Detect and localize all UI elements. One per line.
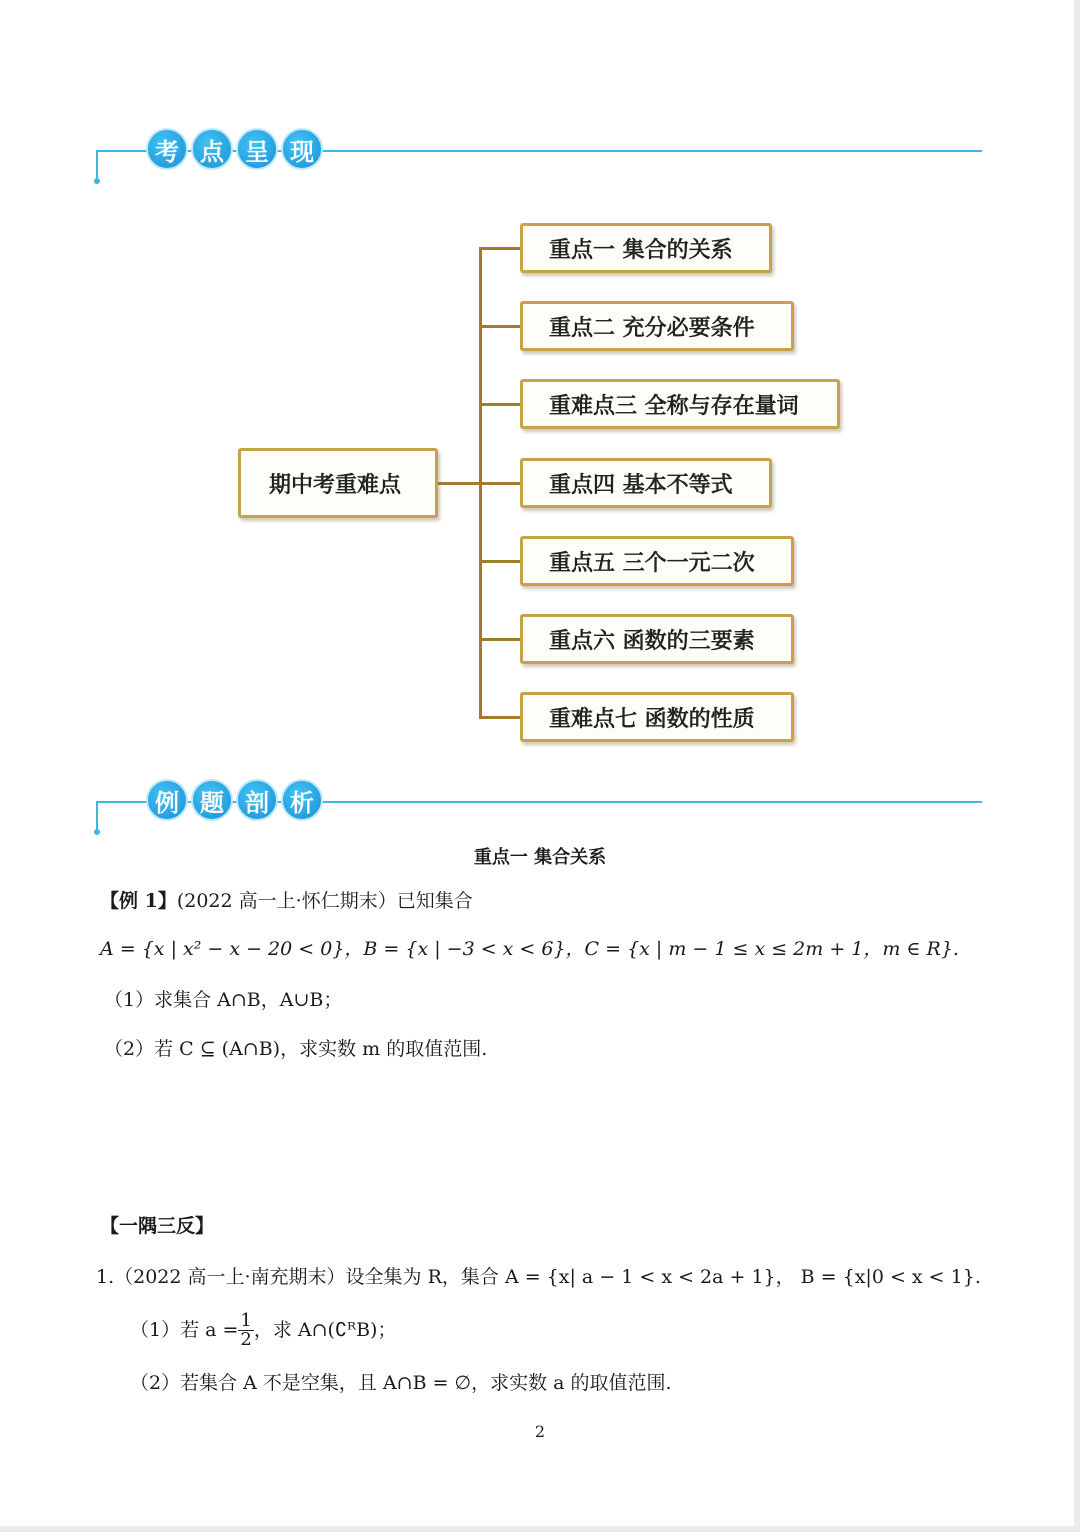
mindmap-item: 重点五 三个一元二次: [520, 536, 794, 586]
branch-line: [479, 560, 522, 563]
example-source: (2022 高一上·怀仁期末）已知集合: [176, 890, 473, 912]
section-header-liti: [96, 779, 982, 819]
practice-question-2: （2）若集合 A 不是空集，且 A∩B = ∅，求实数 a 的取值范围.: [130, 1372, 672, 1394]
page-bottom-edge: [0, 1526, 1080, 1532]
example-question-2: （2）若 C ⊆ (A∩B)，求实数 m 的取值范围.: [104, 1038, 488, 1060]
mindmap-item: 重点六 函数的三要素: [520, 614, 794, 664]
header-char: 考: [146, 128, 188, 170]
mindmap-item: 重点二 充分必要条件: [520, 301, 794, 351]
example-heading: [100, 890, 473, 913]
header-title-circles: [146, 779, 323, 821]
mindmap-item: 重点四 基本不等式: [520, 458, 772, 508]
branch-line: [479, 403, 522, 406]
branch-line: [479, 716, 522, 719]
mindmap-item: 重难点七 函数的性质: [520, 692, 794, 742]
page-number: 2: [534, 1422, 546, 1441]
header-char: 剖: [236, 779, 278, 821]
q1-prefix: （1）若 a =: [130, 1319, 239, 1342]
header-char: 呈: [236, 128, 278, 170]
example-question-1: （1）求集合 A∩B，A∪B；: [104, 989, 343, 1011]
practice-question-1: [130, 1312, 396, 1349]
section-header-kaodian: [96, 128, 982, 168]
practice-label: 【一隅三反】: [100, 1215, 215, 1237]
section-title: 重点一 集合关系: [473, 847, 607, 868]
header-char: 析: [281, 779, 323, 821]
mindmap-item: 重点一 集合的关系: [520, 223, 772, 273]
page-edge: [1074, 0, 1080, 1532]
mindmap-root: 期中考重难点: [238, 448, 438, 518]
root-connector: [438, 482, 482, 485]
example-label: 【例 1】: [100, 890, 177, 912]
header-char: 点: [191, 128, 233, 170]
branch-line: [479, 325, 522, 328]
practice-problem-1: 1.（2022 高一上·南充期末）设全集为 R，集合 A = {x| a − 1 < x < 2a + 1}， B = {x|0 < x < 1}.: [96, 1266, 981, 1288]
fraction-numerator: 1: [240, 1310, 252, 1331]
header-dot: [94, 829, 100, 835]
mindmap-item: 重难点三 全称与存在量词: [520, 379, 840, 429]
example-sets-line: A = {x | x² − x − 20 < 0}，B = {x | −3 < x < 6}，C = {x | m − 1 ≤ x ≤ 2m + 1，m ∈ R}.: [100, 938, 959, 960]
branch-line: [479, 638, 522, 641]
branch-line: [479, 482, 522, 485]
fraction: [238, 1312, 253, 1349]
branch-line: [479, 247, 522, 250]
header-char: 题: [191, 779, 233, 821]
header-char: 现: [281, 128, 323, 170]
q1-suffix: ，求 A∩(∁ᴿB)；: [253, 1319, 397, 1342]
fraction-denominator: 2: [240, 1329, 252, 1350]
header-dot: [94, 178, 100, 184]
header-char: 例: [146, 779, 188, 821]
header-title-circles: [146, 128, 323, 170]
